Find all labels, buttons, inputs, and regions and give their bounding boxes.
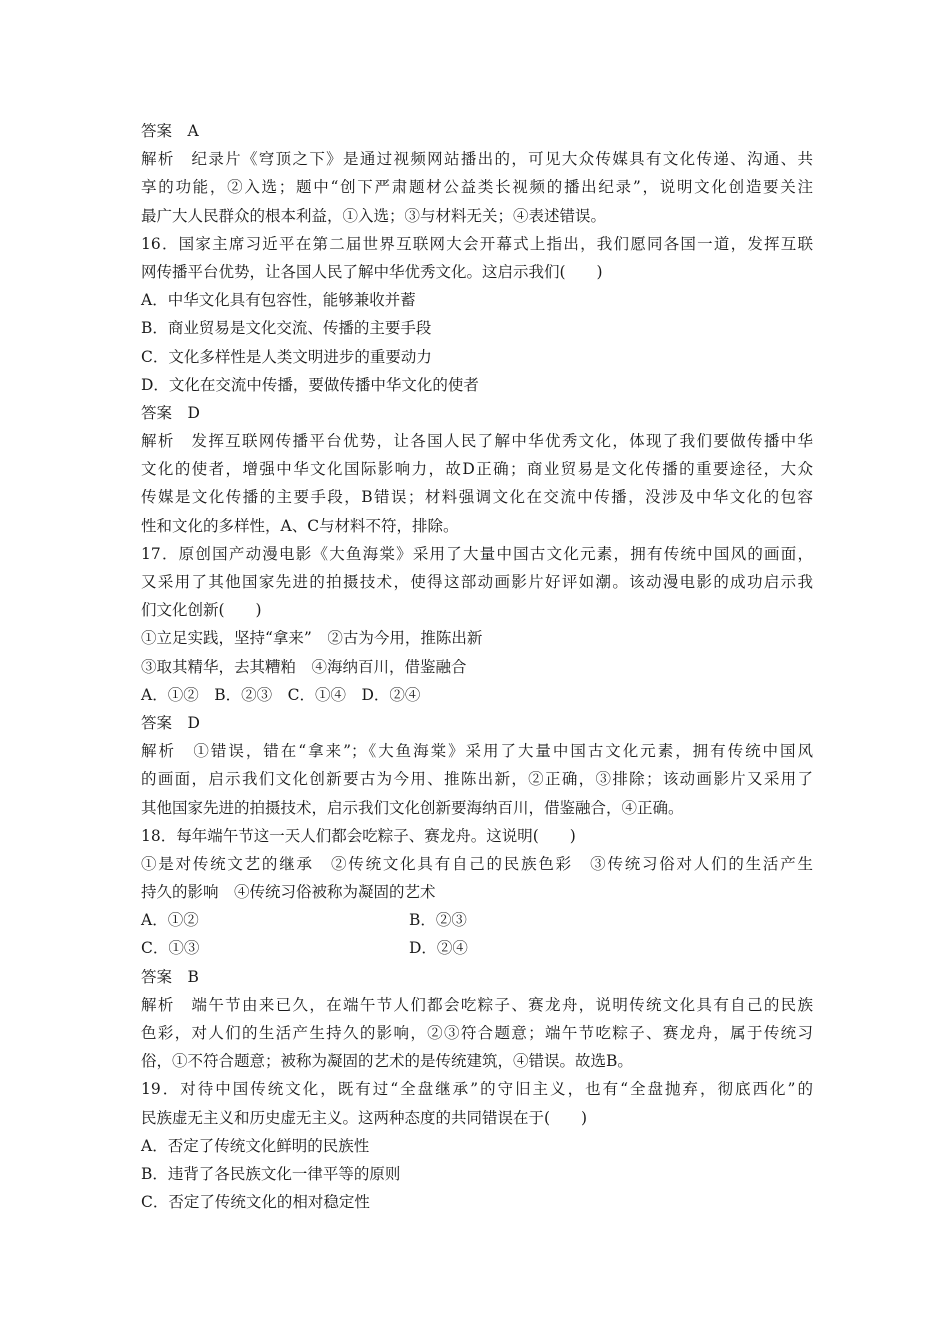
text-line: 们文化创新( ) [141,601,262,620]
text-line: A．否定了传统文化鲜明的民族性 [141,1136,370,1155]
text-line: 19．对待中国传统文化，既有过“全盘继承”的守旧主义，也有“全盘抛弃，彻底西化”的 [141,1080,813,1099]
option-item: C．①③ [141,939,200,958]
text-line: 网传播平台优势，让各国人民了解中华优秀文化。这启示我们( ) [141,262,603,281]
text-line: 俗，①不符合题意；被称为凝固的艺术的是传统建筑，④错误。故选B。 [141,1052,633,1071]
text-line: A．中华文化具有包容性，能够兼收并蓄 [141,291,416,310]
text-line: 最广大人民群众的根本利益，①入选；③与材料无关；④表述错误。 [141,206,607,225]
q18-options-grid [141,906,813,962]
text-line: 答案 B [141,967,199,986]
text-line: 答案 D [141,713,200,732]
text-block-before-options [141,117,813,906]
text-line: 解析 ①错误，错在“拿来”；《大鱼海棠》采用了大量中国古文化元素，拥有传统中国风 [141,742,813,761]
text-line: D．文化在交流中传播，要做传播中华文化的使者 [141,375,479,394]
text-line: 16．国家主席习近平在第二届世界互联网大会开幕式上指出，我们愿同各国一道，发挥互联 [141,234,813,253]
document-page [141,117,813,1216]
text-line: 答案 D [141,403,200,422]
text-line: C．文化多样性是人类文明进步的重要动力 [141,347,432,366]
text-line: A．①② B．②③ C．①④ D．②④ [141,685,421,704]
text-line: ①立足实践，坚持“拿来” ②古为今用，推陈出新 [141,629,483,648]
text-line: 其他国家先进的拍摄技术，启示我们文化创新要海纳百川，借鉴融合，④正确。 [141,798,684,817]
text-line: 18．每年端午节这一天人们都会吃粽子、赛龙舟。这说明( ) [141,826,576,845]
text-line: 文化的使者，增强中华文化国际影响力，故D正确；商业贸易是文化传播的重要途径，大众 [141,460,813,479]
text-line: 解析 端午节由来已久，在端午节人们都会吃粽子、赛龙舟，说明传统文化具有自己的民族 [141,995,813,1014]
text-line: 传媒是文化传播的主要手段，B错误；材料强调文化在交流中传播，没涉及中华文化的包容 [141,488,813,507]
text-line: 持久的影响 ④传统习俗被称为凝固的艺术 [141,883,436,902]
text-line: 又采用了其他国家先进的拍摄技术，使得这部动画影片好评如潮。该动漫电影的成功启示我 [141,573,813,591]
text-block-after-options [141,963,813,1217]
option-row [141,934,813,962]
text-line: 的画面，启示我们文化创新要古为今用、推陈出新，②正确，③排除；该动画影片又采用了 [141,770,813,789]
text-line: 17．原创国产动漫电影《大鱼海棠》采用了大量中国古文化元素，拥有传统中国风的画面， [141,544,813,563]
text-line: 性和文化的多样性，A、C与材料不符，排除。 [141,516,459,535]
text-line: 解析 纪录片《穹顶之下》是通过视频网站播出的，可见大众传媒具有文化传递、沟通、共 [141,150,813,169]
option-row [141,906,813,934]
text-line: B．商业贸易是文化交流、传播的主要手段 [141,319,432,338]
option-item: B．②③ [409,911,467,930]
text-line: 享的功能，②入选；题中“创下严肃题材公益类长视频的播出纪录”，说明文化创造要关注 [141,178,813,197]
text-line: ③取其精华，去其糟粕 ④海纳百川，借鉴融合 [141,657,467,676]
text-line: ①是对传统文艺的继承 ②传统文化具有自己的民族色彩 ③传统习俗对人们的生活产生 [141,854,813,873]
text-line: 答案 A [141,122,199,140]
option-item: D．②④ [409,939,468,958]
text-line: 民族虚无主义和历史虚无主义。这两种态度的共同错误在于( ) [141,1108,588,1127]
text-line: C．否定了传统文化的相对稳定性 [141,1193,370,1212]
text-line: B．违背了各民族文化一律平等的原则 [141,1164,401,1183]
text-line: 解析 发挥互联网传播平台优势，让各国人民了解中华优秀文化，体现了我们要做传播中华 [141,432,813,451]
text-line: 色彩，对人们的生活产生持久的影响，②③符合题意；端午节吃粽子、赛龙舟，属于传统习 [141,1024,813,1042]
option-item: A．①② [141,911,199,930]
